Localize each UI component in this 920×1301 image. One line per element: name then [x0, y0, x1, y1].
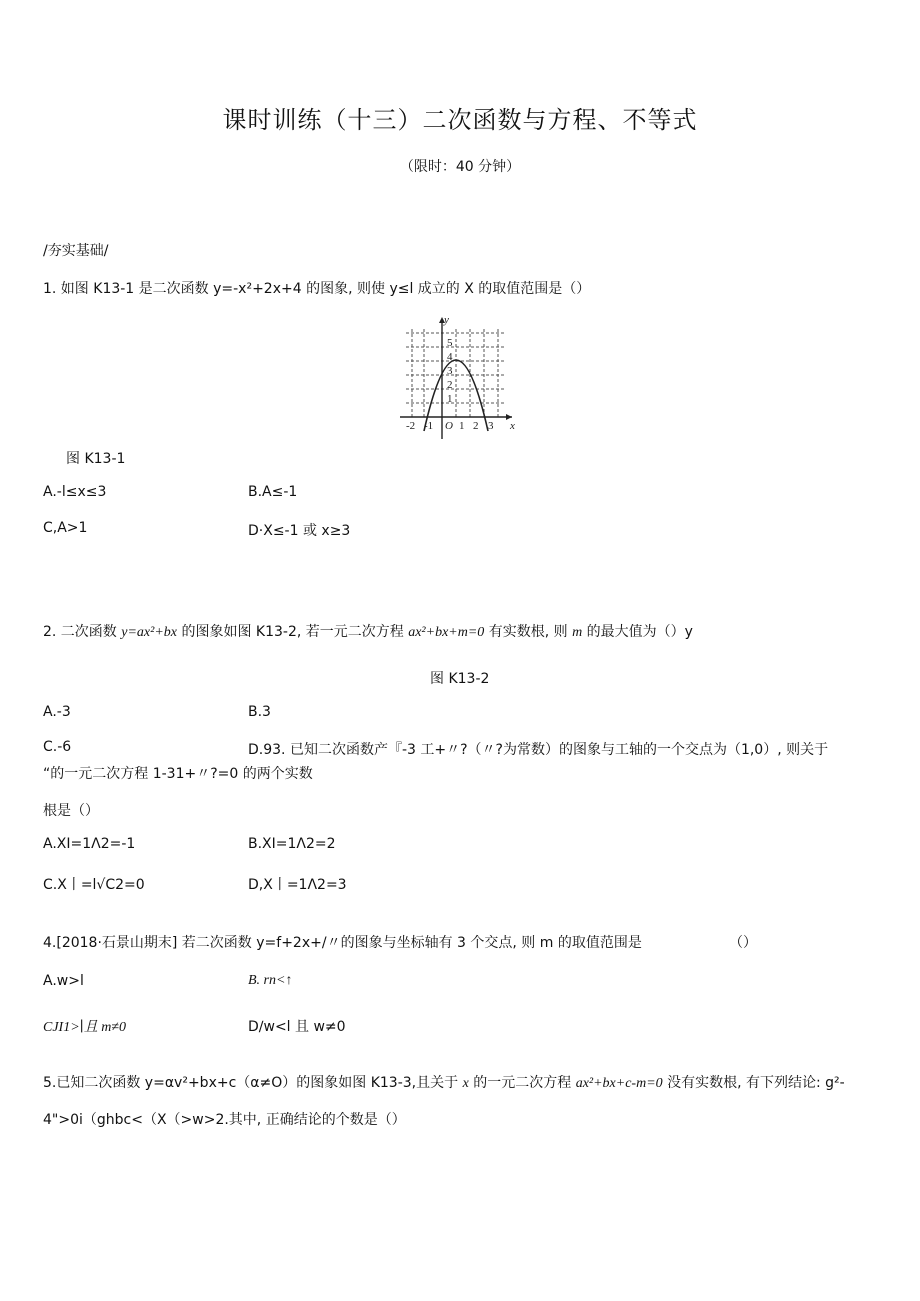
- q2-option-c: C.-6: [43, 739, 72, 755]
- parabola-graph-k13-1: [400, 313, 520, 441]
- q4-option-d: D∕w<l 且 w≠0: [248, 1019, 346, 1035]
- q2-option-b: B.3: [248, 704, 271, 720]
- q1-option-c: C,A>1: [43, 520, 88, 536]
- question-5-line-2: 4">0i（ghbc<（X（>w>2.其中, 正确结论的个数是（）: [43, 1112, 406, 1128]
- question-4-stem: 4.[2018·石景山期末] 若二次函数 y=f+2x+/〃的图象与坐标轴有 3 个交点, 则 m 的取值范围是: [43, 935, 642, 951]
- q3-option-b: B.XI=1Λ2=2: [248, 836, 336, 852]
- y-tick: 3: [447, 365, 453, 377]
- q1-option-b: B.A≤-1: [248, 484, 298, 500]
- question-3-line-2: “的一元二次方程 1-31+〃?=0 的两个实数: [43, 766, 313, 782]
- y-tick: 1: [447, 393, 453, 405]
- y-tick: 4: [447, 351, 453, 363]
- q3-option-c: C.X丨=l√C2=0: [43, 877, 145, 893]
- question-4-answer-paren: （）: [729, 935, 757, 951]
- q1-option-a: A.-l≤x≤3: [43, 484, 107, 500]
- figure-caption-k13-2: 图 K13-2: [430, 671, 490, 687]
- x-tick: 1: [459, 420, 465, 432]
- figure-caption-k13-1: 图 K13-1: [66, 451, 126, 467]
- time-limit: （限时：40 分钟）: [399, 159, 521, 175]
- question-5-line-1: 5.已知二次函数 y=αv²+bx+c（α≠O）的图象如图 K13-3,且关于 x 的一元二次方程 ax²+bx+c-m=0 没有实数根, 有下列结论: g²-: [43, 1075, 845, 1091]
- q4-option-c: CJI1>∣且 m≠0: [43, 1020, 127, 1035]
- x-tick: 2: [473, 420, 479, 432]
- q1-option-d: D·X≤-1 或 x≥3: [248, 523, 351, 539]
- origin-label: O: [445, 420, 453, 432]
- x-label: x: [510, 420, 515, 432]
- question-3-line-3: 根是（）: [43, 803, 99, 819]
- y-tick: 2: [447, 379, 453, 391]
- q3-option-d: D,X丨=1Λ2=3: [248, 877, 347, 893]
- x-tick: 3: [488, 420, 494, 432]
- q3-option-a: A.XI=1Λ2=-1: [43, 836, 136, 852]
- page-title: 课时训练（十三）二次函数与方程、不等式: [222, 106, 698, 134]
- x-tick: -1: [424, 420, 434, 432]
- question-1-stem: 1. 如图 K13-1 是二次函数 y=-x²+2x+4 的图象, 则使 y≤l 成立的 X 的取值范围是（）: [43, 281, 591, 297]
- q4-option-a: A.w>l: [43, 973, 84, 989]
- q4-option-b: B. rn<↑: [248, 973, 293, 988]
- q2-option-a: A.-3: [43, 704, 71, 720]
- x-tick: -2: [406, 420, 416, 432]
- question-2-stem: 2. 二次函数 y=ax²+bx 的图象如图 K13-2, 若一元二次方程 ax²+bx+m=0 有实数根, 则 m 的最大值为（）y: [43, 624, 693, 640]
- y-label: y: [444, 314, 449, 326]
- section-label: /夯实基础/: [43, 243, 109, 259]
- y-tick: 5: [447, 337, 453, 349]
- q2-option-d-and-question-3: D.93. 已知二次函数产『-3 工+〃?（〃?为常数）的图象与工轴的一个交点为（1,0）, 则关于: [248, 742, 829, 758]
